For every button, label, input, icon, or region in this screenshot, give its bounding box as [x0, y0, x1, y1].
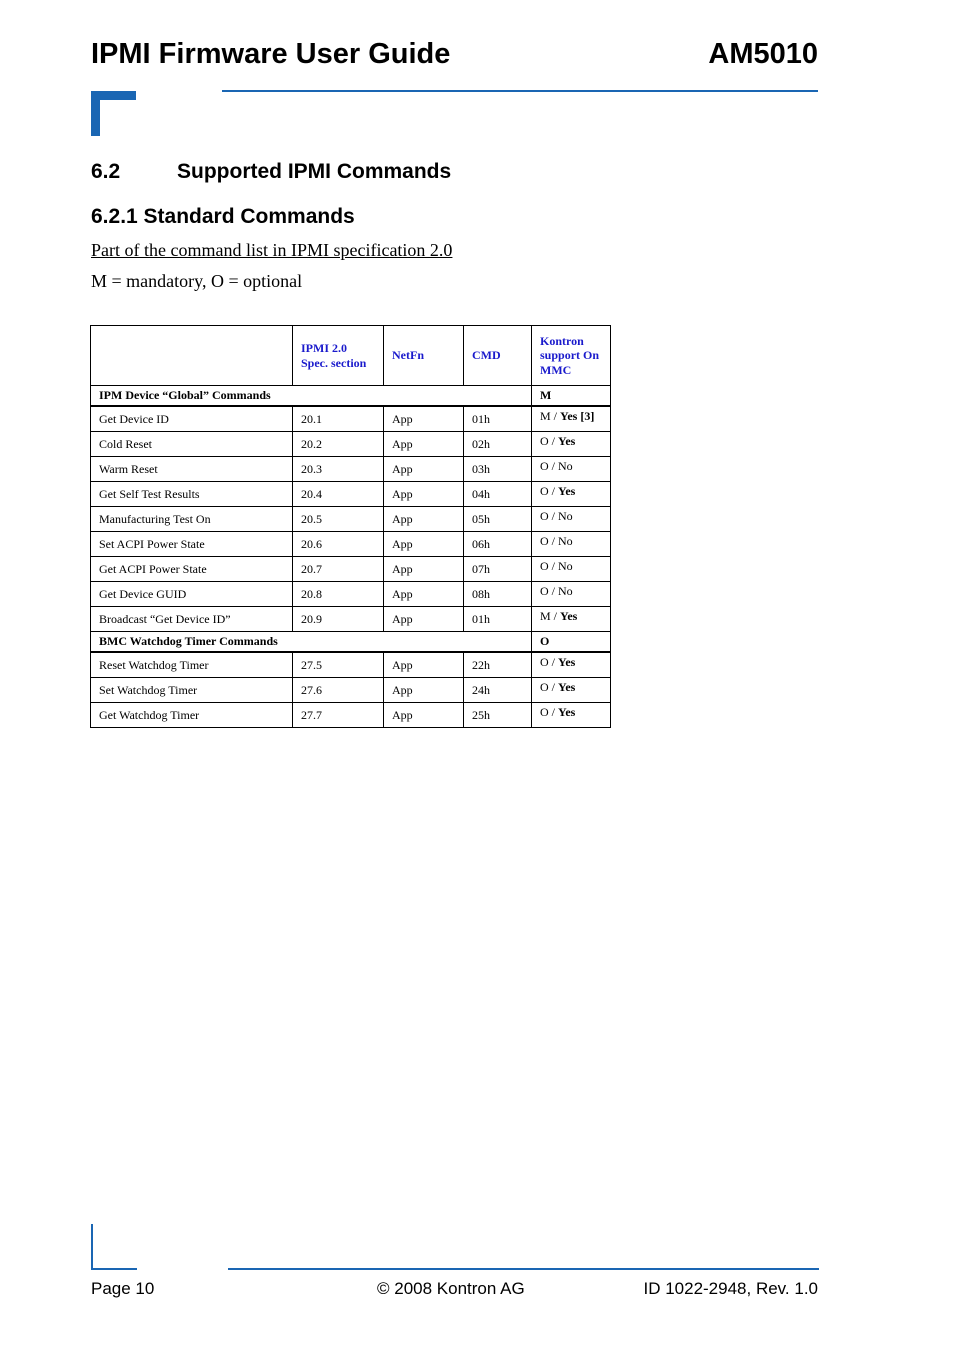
command-table [90, 325, 611, 728]
support-value: No [558, 584, 573, 598]
cell-cmd: 22h [464, 652, 532, 678]
table-row [91, 532, 611, 557]
cell-netfn: App [384, 652, 464, 678]
document-title: IPMI Firmware User Guide [91, 38, 451, 70]
table-row [91, 607, 611, 632]
cell-cmd: 01h [464, 607, 532, 632]
cell-spec-section: 20.9 [293, 607, 384, 632]
table-header-row [91, 326, 611, 386]
support-value: Yes [560, 609, 578, 623]
support-requirement: O [540, 680, 549, 694]
header-netfn: NetFn [384, 326, 464, 386]
cell-netfn: App [384, 582, 464, 607]
table-row [91, 507, 611, 532]
cell-netfn: App [384, 482, 464, 507]
support-separator: / [548, 484, 559, 498]
cell-netfn: App [384, 532, 464, 557]
cell-netfn: App [384, 678, 464, 703]
cell-spec-section: 27.7 [293, 703, 384, 728]
cell-cmd: 08h [464, 582, 532, 607]
header-command [91, 326, 293, 386]
cell-spec-section: 20.6 [293, 532, 384, 557]
cell-spec-section: 20.2 [293, 432, 384, 457]
cell-cmd: 07h [464, 557, 532, 582]
cell-spec-section: 20.4 [293, 482, 384, 507]
cell-netfn: App [384, 406, 464, 432]
support-requirement: O [540, 534, 549, 548]
table-row [91, 703, 611, 728]
cell-command: Get Self Test Results [91, 482, 293, 507]
support-value: Yes [558, 655, 576, 669]
cell-support [532, 703, 611, 728]
cell-netfn: App [384, 703, 464, 728]
cell-cmd: 25h [464, 703, 532, 728]
group-name: IPM Device “Global” Commands [91, 386, 532, 407]
support-value: No [558, 559, 573, 573]
cell-cmd: 05h [464, 507, 532, 532]
support-requirement: O [540, 459, 549, 473]
cell-support [532, 557, 611, 582]
cell-support [532, 432, 611, 457]
cell-cmd: 01h [464, 406, 532, 432]
cell-command: Reset Watchdog Timer [91, 652, 293, 678]
support-requirement: O [540, 705, 549, 719]
group-row [91, 632, 611, 653]
group-support: O [532, 632, 611, 653]
support-requirement: O [540, 655, 549, 669]
support-separator: / [548, 459, 559, 473]
cell-netfn: App [384, 557, 464, 582]
cell-cmd: 24h [464, 678, 532, 703]
cell-command: Get ACPI Power State [91, 557, 293, 582]
intro-paragraph: Part of the command list in IPMI specification 2.0 [91, 240, 453, 260]
table-row [91, 652, 611, 678]
table-body [91, 386, 611, 728]
cell-support [532, 482, 611, 507]
support-value: Yes [558, 680, 576, 694]
header-kontron-support: Kontron support On MMC [532, 326, 611, 386]
cell-netfn: App [384, 607, 464, 632]
table-row [91, 482, 611, 507]
cell-support [532, 507, 611, 532]
support-value: Yes [558, 484, 576, 498]
header-spec-section: IPMI 2.0 Spec. section [293, 326, 384, 386]
cell-cmd: 02h [464, 432, 532, 457]
cell-netfn: App [384, 457, 464, 482]
table-row [91, 557, 611, 582]
cell-support [532, 678, 611, 703]
support-requirement: O [540, 484, 549, 498]
cell-command: Get Device ID [91, 406, 293, 432]
support-value: No [558, 534, 573, 548]
support-value: Yes [558, 705, 576, 719]
cell-command: Get Watchdog Timer [91, 703, 293, 728]
cell-cmd: 03h [464, 457, 532, 482]
cell-support [532, 652, 611, 678]
group-row [91, 386, 611, 407]
cell-netfn: App [384, 432, 464, 457]
cell-spec-section: 20.7 [293, 557, 384, 582]
support-separator: / [548, 559, 559, 573]
cell-cmd: 04h [464, 482, 532, 507]
cell-spec-section: 20.1 [293, 406, 384, 432]
table-row [91, 406, 611, 432]
corner-mark-top-vertical [91, 91, 100, 136]
footer-rule [228, 1268, 819, 1270]
support-value: Yes [3] [560, 409, 595, 423]
support-separator: / [548, 509, 559, 523]
cell-cmd: 06h [464, 532, 532, 557]
group-name: BMC Watchdog Timer Commands [91, 632, 532, 653]
cell-spec-section: 20.8 [293, 582, 384, 607]
cell-command: Cold Reset [91, 432, 293, 457]
support-requirement: M [540, 609, 551, 623]
support-separator: / [548, 705, 559, 719]
cell-support [532, 607, 611, 632]
cell-support [532, 582, 611, 607]
cell-command: Set Watchdog Timer [91, 678, 293, 703]
copyright: © 2008 Kontron AG [377, 1279, 525, 1298]
cell-command: Manufacturing Test On [91, 507, 293, 532]
cell-command: Set ACPI Power State [91, 532, 293, 557]
section-title: Supported IPMI Commands [177, 160, 452, 183]
support-value: No [558, 509, 573, 523]
document-id: ID 1022-2948, Rev. 1.0 [643, 1279, 818, 1298]
support-value: No [558, 459, 573, 473]
support-requirement: O [540, 584, 549, 598]
support-requirement: M [540, 409, 551, 423]
page-number: Page 10 [91, 1279, 155, 1298]
support-requirement: O [540, 559, 549, 573]
subsection-title: 6.2.1 Standard Commands [91, 205, 355, 228]
cell-command: Get Device GUID [91, 582, 293, 607]
table-row [91, 457, 611, 482]
header-cmd: CMD [464, 326, 532, 386]
support-requirement: O [540, 434, 549, 448]
header-rule [222, 90, 818, 92]
product-model: AM5010 [708, 38, 818, 70]
support-separator: / [548, 655, 559, 669]
support-requirement: O [540, 509, 549, 523]
table-row [91, 678, 611, 703]
corner-mark-bottom-vertical [91, 1224, 93, 1270]
support-separator: / [548, 534, 559, 548]
cell-command: Warm Reset [91, 457, 293, 482]
table-row [91, 582, 611, 607]
cell-command: Broadcast “Get Device ID” [91, 607, 293, 632]
support-separator: / [548, 584, 559, 598]
table-row [91, 432, 611, 457]
cell-support [532, 532, 611, 557]
cell-spec-section: 27.6 [293, 678, 384, 703]
cell-spec-section: 20.3 [293, 457, 384, 482]
support-separator: / [550, 409, 561, 423]
cell-support [532, 406, 611, 432]
corner-mark-bottom-horizontal [91, 1268, 137, 1270]
cell-spec-section: 27.5 [293, 652, 384, 678]
support-separator: / [548, 680, 559, 694]
legend-paragraph: M = mandatory, O = optional [91, 271, 303, 291]
group-support: M [532, 386, 611, 407]
cell-netfn: App [384, 507, 464, 532]
support-separator: / [550, 609, 561, 623]
support-separator: / [548, 434, 559, 448]
section-number: 6.2 [91, 160, 121, 183]
support-value: Yes [558, 434, 576, 448]
cell-spec-section: 20.5 [293, 507, 384, 532]
cell-support [532, 457, 611, 482]
